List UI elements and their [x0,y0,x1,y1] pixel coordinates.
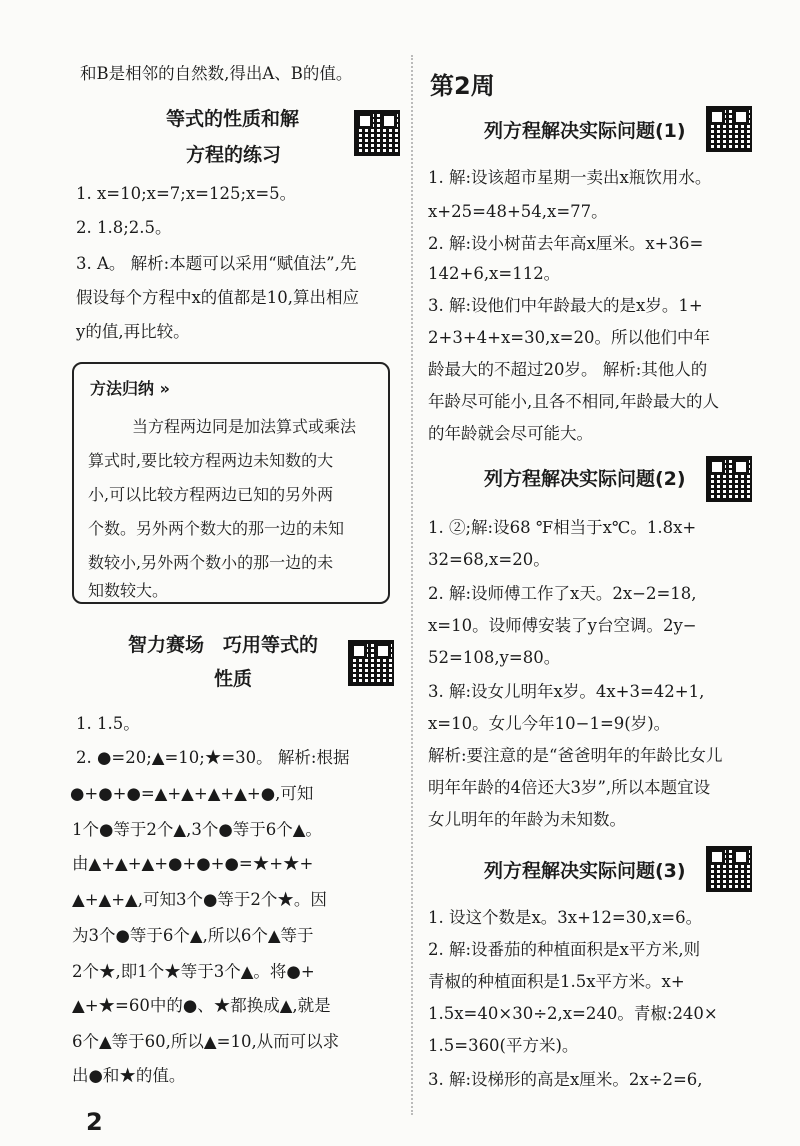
s1-line: 1. 解:设该超市星期一卖出x瓶饮用水。 [428,168,712,187]
s2-line: 明年年龄的4倍还大3岁”,所以本题宜设 [428,778,711,797]
s2-line: x=10。设师傅安装了y台空调。2y− [428,616,697,635]
s3-line: 2. 解:设番茄的种植面积是x平方米,则 [428,940,701,959]
b-answer-2-line: 由▲+▲+▲+●+●+●=★+★+ [72,854,314,873]
section-title-problem-1: 列方程解决实际问题(1) [484,120,686,142]
section-title-equation-properties: 等式的性质和解 [166,108,300,130]
method-summary-title: 方法归纳 » [90,379,170,398]
s1-line: 142+6,x=112。 [428,264,561,283]
s2-line: 52=108,y=80。 [428,648,561,667]
b-answer-1: 1. 1.5。 [76,714,140,733]
section-title-problem-3: 列方程解决实际问题(3) [484,860,686,882]
qr-code-icon [706,456,752,502]
s3-line: 1.5=360(平方米)。 [428,1036,579,1055]
method-summary-box [72,362,390,604]
qr-code-icon [706,106,752,152]
answer-3-line-3: y的值,再比较。 [76,322,190,341]
answer-2: 2. 1.8;2.5。 [76,218,172,237]
answer-3-line-2: 假设每个方程中x的值都是10,算出相应 [76,288,360,307]
method-line: 个数。另外两个数大的那一边的未知 [88,519,345,538]
section-title-smart-arena-2: 性质 [214,668,253,690]
qr-code-icon [706,846,752,892]
b-answer-2-line: 出●和★的值。 [72,1066,186,1085]
answer-3-line-1: 3. A。 解析:本题可以采用“赋值法”,先 [76,254,357,273]
qr-code-icon [354,110,400,156]
s2-line: x=10。女儿今年10−1=9(岁)。 [428,714,671,733]
page-number: 2 [86,1108,103,1136]
s1-line: 龄最大的不超过20岁。 解析:其他人的 [428,360,708,379]
s3-line: 1. 设这个数是x。3x+12=30,x=6。 [428,908,703,927]
b-answer-2-line: 为3个●等于6个▲,所以6个▲等于 [72,926,314,945]
column-divider [411,55,413,1115]
s2-line: 3. 解:设女儿明年x岁。4x+3=42+1, [428,682,705,701]
b-answer-2-line: 1个●等于2个▲,3个●等于6个▲。 [72,820,322,839]
answer-1: 1. x=10;x=7;x=125;x=5。 [76,184,297,203]
method-line: 小,可以比较方程两边已知的另外两 [88,485,334,504]
s3-line: 1.5x=40×30÷2,x=240。青椒:240× [428,1004,718,1023]
b-answer-2-line: 6个▲等于60,所以▲=10,从而可以求 [72,1032,340,1051]
b-answer-2-line: 2. ●=20;▲=10;★=30。 解析:根据 [76,748,350,767]
b-answer-2-line: ▲+★=60中的●、★都换成▲,就是 [72,996,331,1015]
qr-code-icon [348,640,394,686]
b-answer-2-line: ▲+▲+▲,可知3个●等于2个★。因 [72,890,327,909]
s2-line: 2. 解:设师傅工作了x天。2x−2=18, [428,584,697,603]
s2-line: 1. ②;解:设68 ℉相当于x℃。1.8x+ [428,518,697,537]
method-line: 当方程两边同是加法算式或乘法 [132,417,357,436]
week-heading: 第2周 [430,72,495,100]
s3-line: 青椒的种植面积是1.5x平方米。x+ [428,972,685,991]
b-answer-2-line: ●+●+●=▲+▲+▲+▲+●,可知 [70,784,314,803]
method-line: 算式时,要比较方程两边未知数的大 [88,451,334,470]
section-title-equation-properties-2: 方程的练习 [186,144,282,166]
s2-line: 解析:要注意的是“爸爸明年的年龄比女儿 [428,746,723,765]
section-title-problem-2: 列方程解决实际问题(2) [484,468,686,490]
s3-line: 3. 解:设梯形的高是x厘米。2x÷2=6, [428,1070,703,1089]
section-title-smart-arena: 智力赛场 巧用等式的 [128,634,319,656]
s1-line: x+25=48+54,x=77。 [428,202,608,221]
s1-line: 3. 解:设他们中年龄最大的是x岁。1+ [428,296,703,315]
intro-line: 和B是相邻的自然数,得出A、B的值。 [80,64,353,83]
method-line: 知数较大。 [88,581,169,600]
s2-line: 32=68,x=20。 [428,550,550,569]
s1-line: 的年龄就会尽可能大。 [428,424,593,443]
s1-line: 2. 解:设小树苗去年高x厘米。x+36= [428,234,704,253]
s1-line: 年龄尽可能小,且各不相同,年龄最大的人 [428,392,719,411]
s1-line: 2+3+4+x=30,x=20。所以他们中年 [428,328,710,347]
s2-line: 女儿明年的年龄为未知数。 [428,810,626,829]
method-line: 数较小,另外两个数小的那一边的未 [88,553,334,572]
b-answer-2-line: 2个★,即1个★等于3个▲。将●+ [72,962,315,981]
